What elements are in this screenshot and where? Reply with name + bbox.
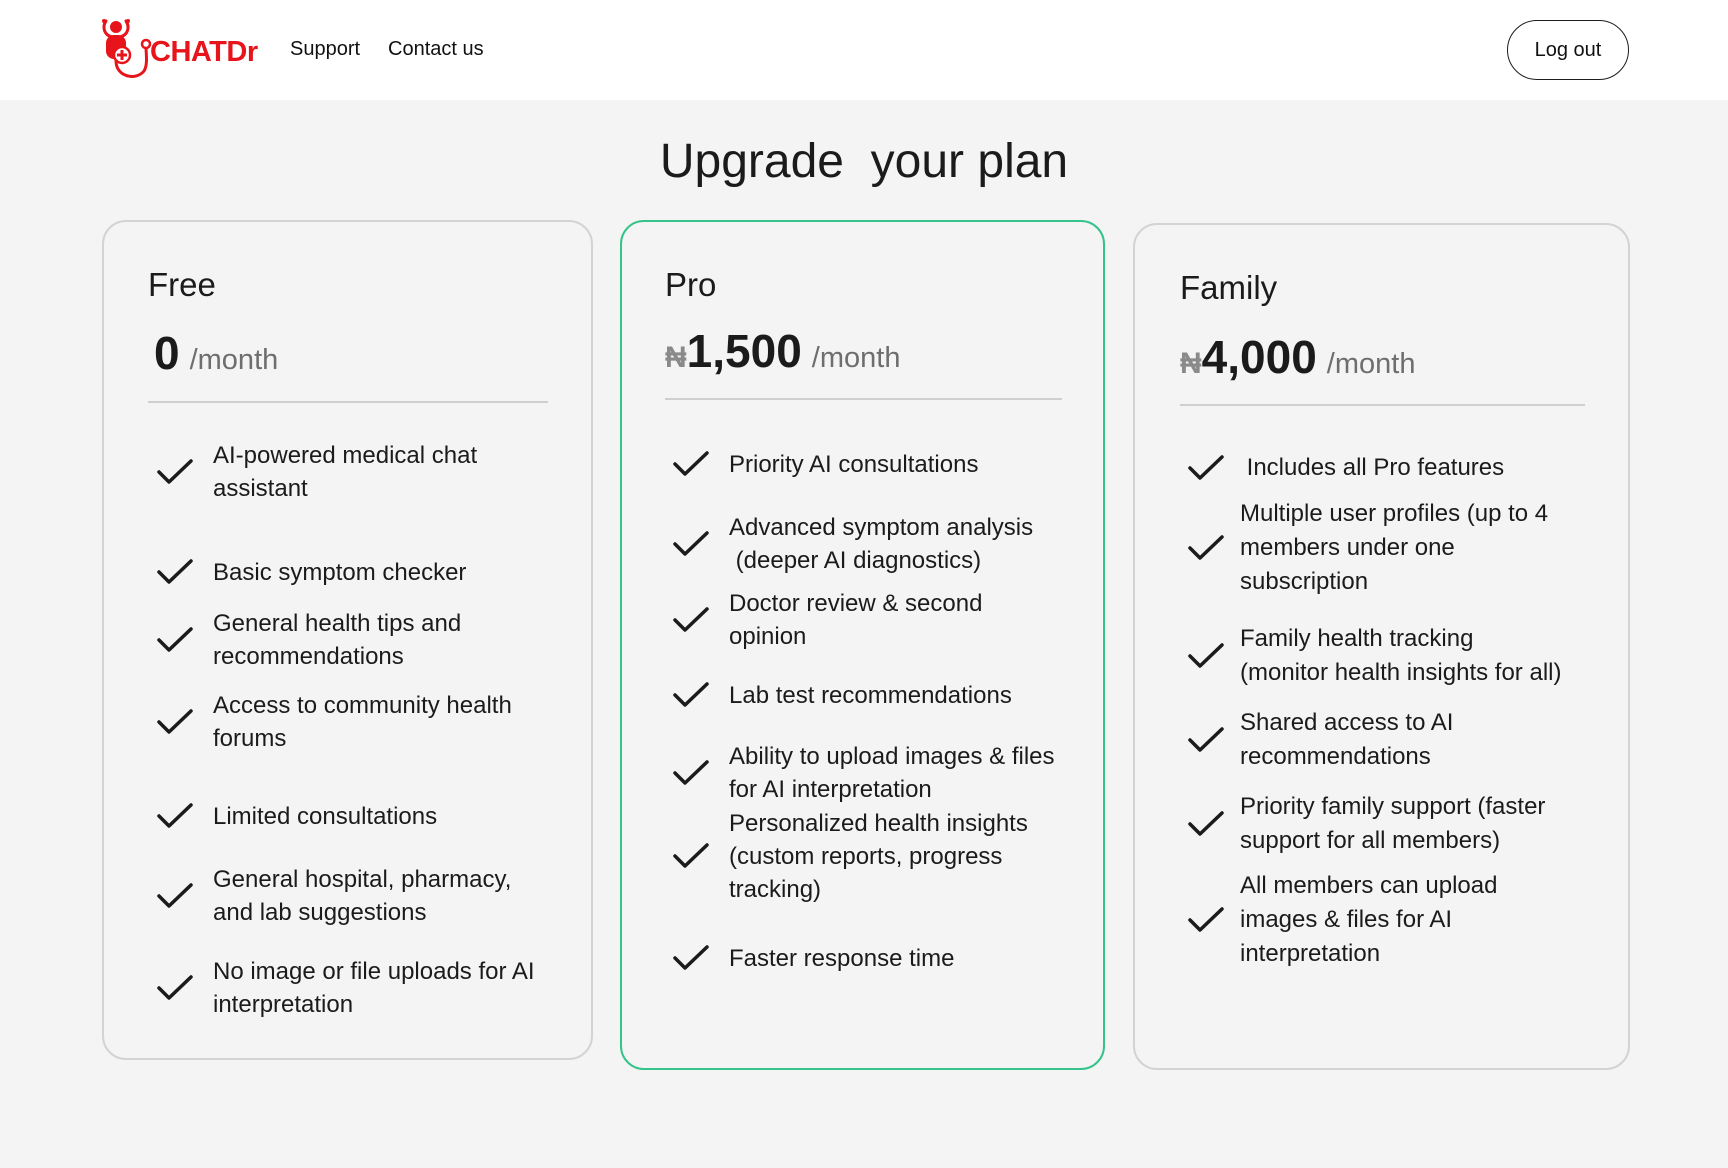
- checkmark-icon: [1187, 809, 1225, 839]
- feature-item: [1187, 497, 1548, 599]
- feature-item: [1187, 869, 1497, 971]
- feature-text: Multiple user profiles (up to 4 members under one subscription: [1240, 500, 1549, 595]
- logout-button[interactable]: Log out: [1507, 20, 1629, 80]
- feature-item: [672, 740, 1055, 806]
- feature-text: No image or file uploads for AI interpretation: [213, 958, 535, 1018]
- plan-name: Free: [148, 266, 216, 303]
- checkmark-icon: [1187, 453, 1225, 483]
- plan-price: [1180, 330, 1415, 384]
- feature-item: [672, 679, 1012, 712]
- feature-text: General health tips and recommendations: [213, 610, 462, 670]
- feature-text: All members can upload images & files for AI interpretation: [1240, 872, 1498, 967]
- feature-item: [156, 607, 461, 673]
- feature-text: Priority AI consultations: [729, 450, 979, 478]
- currency-symbol: ₦: [665, 341, 687, 374]
- feature-text: Access to community health forums: [213, 692, 512, 752]
- feature-item: [672, 807, 1028, 906]
- feature-item: [156, 439, 477, 505]
- logo-text: CHATDr: [150, 35, 258, 68]
- feature-text: General hospital, pharmacy, and lab suggestions: [213, 866, 512, 926]
- feature-item: [1187, 622, 1561, 690]
- doctor-stethoscope-icon: [100, 17, 154, 83]
- feature-text: Personalized health insights (custom reports, progress tracking): [729, 809, 1028, 903]
- feature-item: [672, 511, 1033, 577]
- checkmark-icon: [156, 801, 194, 831]
- checkmark-icon: [156, 557, 194, 587]
- feature-item: [1187, 451, 1504, 485]
- feature-item: [156, 863, 511, 929]
- divider: [665, 398, 1062, 400]
- top-header: [0, 0, 1728, 100]
- checkmark-icon: [1187, 905, 1225, 935]
- feature-item: [156, 955, 535, 1021]
- price-amount: 0: [154, 327, 180, 379]
- plan-card-pro[interactable]: [620, 220, 1105, 1070]
- feature-item: [156, 556, 466, 589]
- feature-text: Limited consultations: [213, 802, 438, 830]
- nav-contact-link[interactable]: Contact us: [388, 38, 484, 60]
- checkmark-icon: [156, 707, 194, 737]
- feature-text: Family health tracking (monitor health insights for all): [1240, 625, 1562, 686]
- divider: [148, 401, 548, 403]
- checkmark-icon: [1187, 725, 1225, 755]
- checkmark-icon: [156, 625, 194, 655]
- checkmark-icon: [672, 605, 710, 635]
- checkmark-icon: [672, 449, 710, 479]
- nav-support-link[interactable]: Support: [290, 38, 361, 60]
- feature-item: [156, 689, 512, 755]
- feature-item: [672, 942, 954, 975]
- price-period: /month: [189, 344, 279, 376]
- checkmark-icon: [672, 841, 710, 871]
- plan-card-free[interactable]: [102, 220, 593, 1060]
- feature-item: [1187, 790, 1545, 858]
- chatdr-logo[interactable]: [100, 16, 266, 84]
- price-period: /month: [811, 342, 901, 374]
- feature-text: Lab test recommendations: [729, 681, 1012, 709]
- feature-text: AI-powered medical chat assistant: [213, 442, 478, 502]
- feature-text: Includes all Pro features: [1240, 454, 1505, 481]
- page-title: Upgrade your plan: [659, 135, 1069, 188]
- feature-text: Advanced symptom analysis (deeper AI diagnostics): [729, 514, 1034, 574]
- checkmark-icon: [672, 943, 710, 973]
- checkmark-icon: [156, 457, 194, 487]
- plan-price: [665, 324, 900, 378]
- currency-symbol: ₦: [1180, 347, 1202, 380]
- feature-text: Doctor review & second opinion: [729, 590, 983, 650]
- plan-price: [154, 326, 278, 380]
- divider: [1180, 404, 1585, 406]
- feature-text: Basic symptom checker: [213, 558, 467, 586]
- plan-name: Pro: [665, 266, 717, 303]
- feature-text: Priority family support (faster support for all members): [1240, 793, 1546, 854]
- feature-item: [1187, 706, 1453, 774]
- price-period: /month: [1326, 348, 1416, 380]
- checkmark-icon: [672, 680, 710, 710]
- plan-name: Family: [1180, 269, 1278, 306]
- price-amount: 1,500: [686, 325, 802, 377]
- feature-text: Faster response time: [729, 944, 955, 972]
- feature-text: Ability to upload images & files for AI interpretation: [729, 743, 1055, 803]
- price-amount: 4,000: [1201, 331, 1317, 383]
- feature-item: [672, 448, 978, 481]
- checkmark-icon: [1187, 641, 1225, 671]
- checkmark-icon: [156, 973, 194, 1003]
- plan-card-family[interactable]: [1133, 223, 1630, 1070]
- checkmark-icon: [156, 881, 194, 911]
- checkmark-icon: [672, 758, 710, 788]
- feature-item: [156, 800, 437, 833]
- feature-text: Shared access to AI recommendations: [1240, 709, 1454, 770]
- feature-item: [672, 587, 982, 653]
- checkmark-icon: [1187, 533, 1225, 563]
- checkmark-icon: [672, 529, 710, 559]
